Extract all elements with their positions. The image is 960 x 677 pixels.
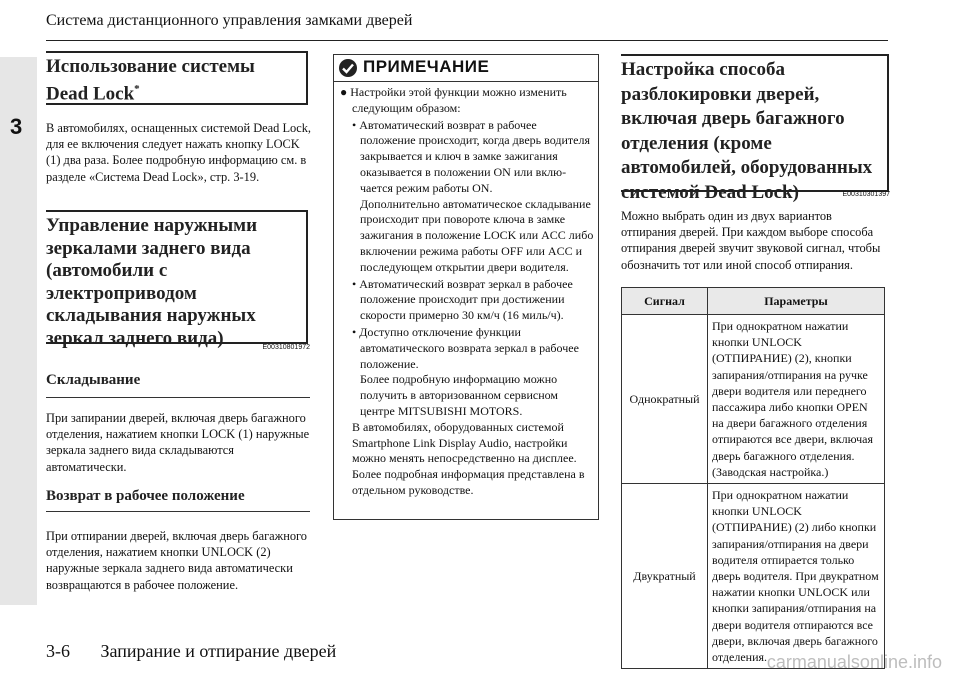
unlock-setting-text: Можно выбрать один из двух вариантов отпирания дверей. При каждом выборе способа отпирания дверей звучит звуковой сигнал, чтобы обозначить тот или иной способ отпирания. [621, 209, 881, 272]
note-item-3: • Доступно отключение функции автоматического возврата зеркал в рабочее положение. [352, 324, 579, 371]
signal-double: Двукратный [622, 484, 708, 669]
header-rule [46, 40, 888, 41]
dead-lock-heading-line2: Dead Lock [46, 83, 135, 105]
note-label: ПРИМЕЧАНИЕ [363, 57, 490, 76]
dead-lock-heading-box [46, 51, 308, 105]
footer-section-title: Запирание и отпирание дверей [100, 641, 337, 661]
folding-heading: Складывание [46, 372, 141, 388]
section-code-2: E00310301397 [842, 191, 890, 198]
footnote-star: * [134, 83, 140, 95]
table-row [622, 484, 885, 669]
header-params: Параметры [708, 288, 885, 315]
note-item-1: • Автоматический возврат в рабочее положение происходит, когда дверь водителя закрывается и ключ в замке зажигания оказывается в положении ON или вклю-чается режим работы ON. [352, 117, 590, 195]
note-extra-2: Более подробная информация представлена в отдельном руководстве. [352, 467, 585, 497]
bullet-dot-icon: ● [340, 85, 351, 99]
note-header [334, 55, 598, 81]
page-footer [46, 641, 336, 662]
note-item-2: • Автоматический возврат зеркал в рабочее положение происходит при достижении скорости примерно 30 км/ч (16 миль/ч). [352, 276, 573, 323]
params-single: При однократном нажатии кнопки UNLOCK (ОТПИРАНИЕ) (2), кнопки запирания/отпирания на ручке двери водителя или переднего пассажира либо кнопки OPEN на двери багажного отделения отпираются все двери, включая дверь багажного отделения. (Заводская настройка.) [708, 315, 885, 484]
return-text: При отпирании дверей, включая дверь багажного отделения, нажатием кнопки UNLOCK (2) наружные зеркала заднего вида автоматически возвращаются в рабочее положение. [46, 529, 308, 592]
note-item-3-extra: Более подробную информацию можно получить в авторизованном сервисном центре MITSUBISHI MOTORS. [360, 372, 559, 418]
params-double: При однократном нажатии кнопки UNLOCK (ОТПИРАНИЕ) (2) либо кнопки запирания/отпирания на двери водителя отпирается только дверь водителя. При двукратном нажатии кнопки UNLOCK или кнопки запирания/отпирания на двери водителя отпираются все двери, включая дверь багажного отделения. [708, 484, 885, 669]
note-body [340, 85, 595, 499]
return-heading: Возврат в рабочее положение [46, 488, 245, 504]
return-heading-rule [46, 511, 310, 512]
page-number: 3-6 [46, 641, 70, 661]
note-bullet-text: Настройки этой функции можно изменить следующим образом: [350, 85, 567, 115]
section-code: E00310801972 [262, 344, 310, 351]
folding-heading-rule [46, 397, 310, 398]
folding-text: При запирании дверей, включая дверь багажного отделения, нажатием кнопки LOCK (1) наружные зеркала заднего вида складываются автоматически. [46, 411, 310, 474]
page-header-title: Система дистанционного управления замками дверей [46, 12, 413, 29]
mirror-control-heading: Управление наружными зеркалами заднего вида (автомобили с электроприводом складывания наружных зеркал заднего вида) [46, 215, 258, 349]
table-row [622, 315, 885, 484]
note-header-rule [334, 81, 598, 82]
dead-lock-heading [46, 55, 255, 105]
unlock-modes-table [621, 287, 885, 669]
unlock-setting-heading: Настройка способа разблокировки дверей, включая дверь багажного отделения (кроме автомобилей, оборудованных системой Dead Lock) [621, 59, 873, 203]
dead-lock-heading-line1: Использование системы [46, 56, 255, 77]
note-item-1-extra: Дополнительно автоматическое складывание происходит при повороте ключа в замке зажигания в положение LOCK или ACC либо включении режима работы OFF или ACC и последующем открытии двери водителя. [360, 196, 594, 274]
dead-lock-text: В автомобилях, оснащенных системой Dead Lock, для ее включения следует нажать кнопку LOCK (1) два раза. Более подробную информацию см. в разделе «Система Dead Lock», стр. 3-19. [46, 121, 312, 184]
header-signal: Сигнал [622, 288, 708, 315]
signal-single: Однократный [622, 315, 708, 484]
note-bullet [340, 85, 595, 117]
chapter-number: 3 [10, 114, 23, 139]
note-box [333, 54, 599, 520]
table-header-row [622, 288, 885, 315]
note-check-icon [339, 59, 357, 77]
note-extra-1: В автомобилях, оборудованных системой Smartphone Link Display Audio, настройки можно менять непосредственно на дисплее. [352, 419, 577, 466]
watermark: carmanualsonline.info [766, 652, 942, 672]
